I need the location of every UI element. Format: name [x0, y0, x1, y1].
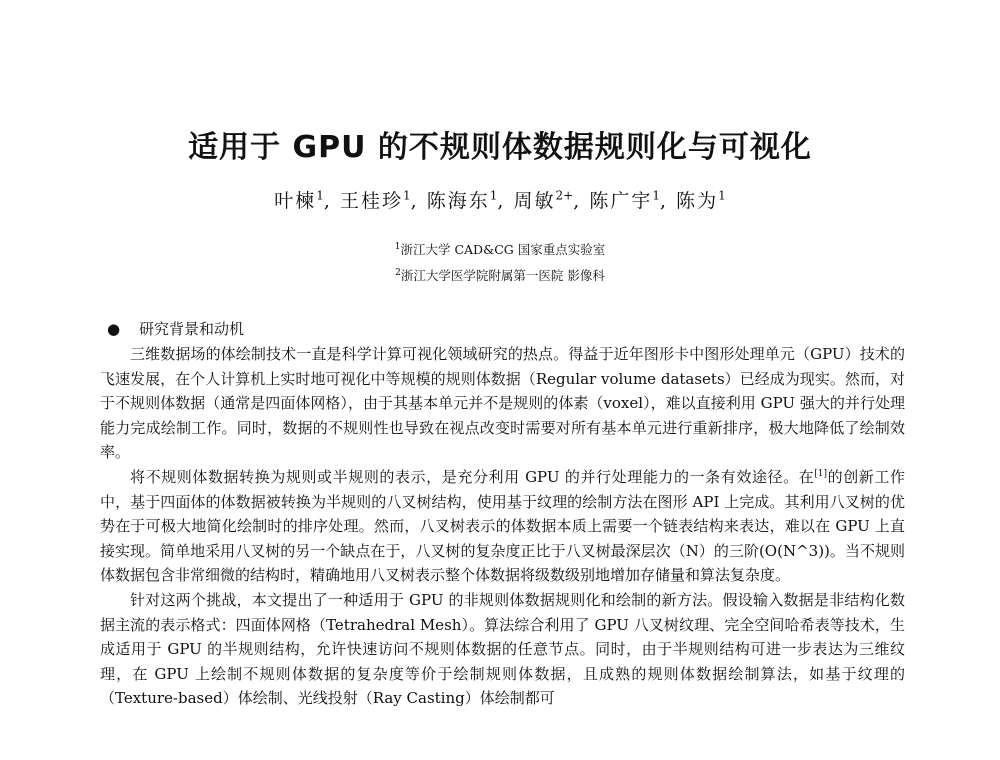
author-separator: ,: [323, 190, 341, 212]
affiliation-text: 浙江大学 CAD&CG 国家重点实验室: [400, 242, 606, 257]
paragraph: [100, 588, 905, 711]
section-heading-text: 研究背景和动机: [139, 320, 245, 338]
affiliation-text: 浙江大学医学院附属第一医院 影像科: [400, 268, 605, 283]
paragraph-text: 针对这两个挑战，本文提出了一种适用于 GPU 的非规则体数据规则化和绘制的新方法。假设输入数据是非结构化数据主流的表示格式：四面体网格（Tetrahedral Mesh）。算法综合利用了 GPU 八叉树纹理、完全空间哈希表等技术，生成适用于 GPU 的半规则结构，允许快速访问不规则体数据的任意节点。同时，由于半规则结构可进一步表达为三维纹理，在 GPU 上绘制不规则体数据的复杂度等价于绘制规则体数据，且成熟的规则体数据绘制算法，如基于纹理的（Texture-based）体绘制、光线投射（Ray Casting）体绘制都可: [100, 590, 905, 708]
affiliation-mark: 2: [395, 267, 401, 278]
bullet-icon: ●: [107, 320, 121, 338]
affiliation-1: [0, 240, 1000, 258]
author-name: 陈广宇: [589, 190, 653, 212]
author-separator: ,: [497, 190, 514, 212]
author-affil-mark: 1: [403, 188, 411, 203]
author-name: 王桂珍: [340, 190, 404, 212]
paragraph: [100, 342, 905, 465]
author-affil-mark: 1: [718, 188, 726, 203]
author-name: 周敏: [513, 190, 556, 212]
author-affil-mark: 1: [489, 188, 498, 203]
paragraph-text-continued: 的创新工作中，基于四面体的体数据被转换为半规则的八叉树结构，使用基于纹理的绘制方法在图形 API 上完成。其利用八叉树的优势在于可极大地简化绘制时的排序处理。然而，八叉树表示的体数据本质上需要一个链表结构来表达，难以在 GPU 上直接实现。简单地采用八叉树的另一个缺点在于，八叉树的复杂度正比于八叉树最深层次（N）的三阶(O(N^3))。当不规则体数据包含非常细微的结构时，精确地用八叉树表示整个体数据将级数级别地增加存储量和算法复杂度。: [100, 467, 905, 585]
paragraph: [100, 465, 905, 588]
author-separator: ,: [573, 190, 590, 212]
author-affil-mark: 1: [652, 188, 660, 203]
author-name: 陈海东: [426, 190, 490, 212]
paper-title: 适用于 GPU 的不规则体数据规则化与可视化: [188, 130, 812, 165]
author-affil-mark: 2+: [555, 188, 574, 203]
section-heading: [107, 318, 244, 339]
author-line: [0, 186, 1000, 213]
author-separator: ,: [410, 190, 427, 212]
author-name: 叶楝: [274, 190, 317, 212]
body-text: [100, 342, 905, 711]
affiliation-mark: 1: [394, 241, 401, 252]
paragraph-text: 将不规则体数据转换为规则或半规则的表示，是充分利用 GPU 的并行处理能力的一条有效途径。在: [130, 467, 815, 486]
affiliation-2: [0, 266, 1000, 284]
paragraph-text: 三维数据场的体绘制技术一直是科学计算可视化领域研究的热点。得益于近年图形卡中图形处理单元（GPU）技术的飞速发展，在个人计算机上实时地可视化中等规模的规则体数据（Regular volume datasets）已经成为现实。然而，对于不规则体数据（通常是四面体网格），由于其基本单元并不是规则的体素（voxel），难以直接利用 GPU 强大的并行处理能力完成绘制工作。同时，数据的不规则性也导致在视点改变时需要对所有基本单元进行重新排序，极大地降低了绘制效率。: [100, 345, 905, 462]
author-affil-mark: 1: [316, 188, 324, 203]
author-name: 陈为: [676, 190, 719, 212]
citation-ref: [1]: [814, 468, 828, 479]
author-separator: ,: [659, 190, 677, 212]
